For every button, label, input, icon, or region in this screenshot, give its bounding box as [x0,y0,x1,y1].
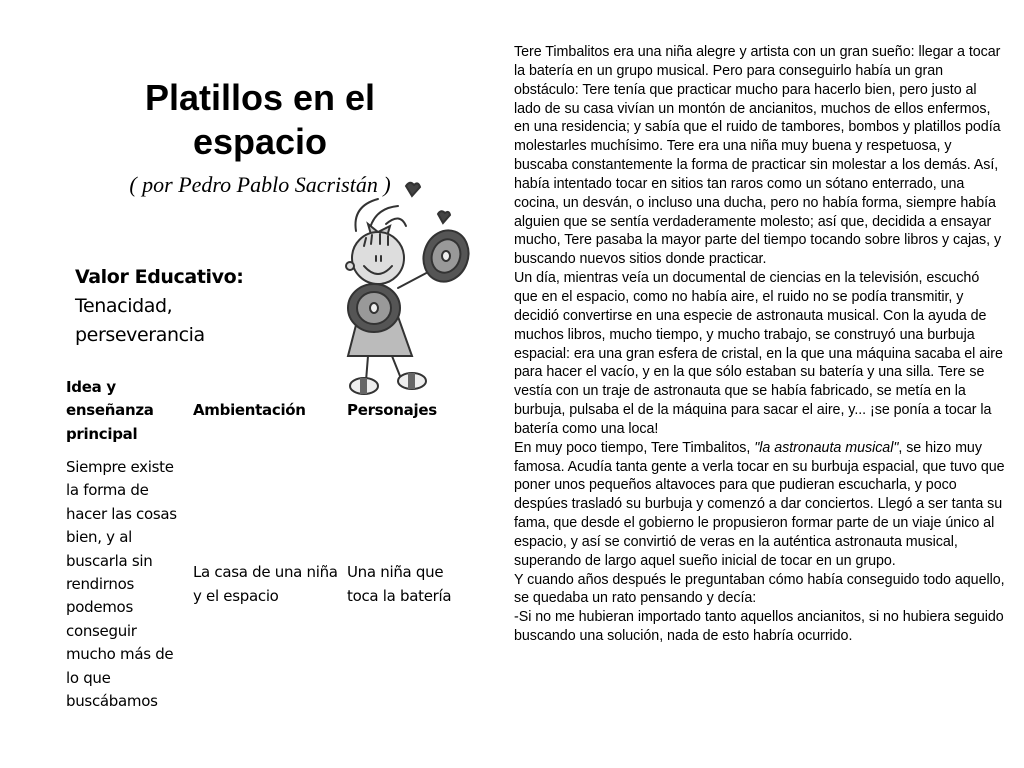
story-paragraph: Un día, mientras veía un documental de ciencias en la televisión, escuchó que en el espacio, como no había aire, el ruido no se podía transmitir, y decidió convertirse en una especie de astronauta musical. Con la ayuda de muchos libros, mucho tiempo, y mucho trabajo, se construyó una burbuja espacial: era una gran esfera de cristal, en la que una máquina sacaba el aire para hacer el vacío, y en la que sólo estaban su batería y una silla. Tere se vestía con un traje de astronauta que se había fabricado, se metía en la burbuja, pulsaba el de la máquina para sacar el aire, y... ¡se ponía a tocar la batería como una loca! [514,270,1003,437]
story-text-run: , se hizo muy famosa. Acudía tanta gente a verla tocar en su burbuja espacial, que tuvo que poner unos pequeños altavoces para que pudieran escucharla, y poco despúes trasladó su burbuja y comenzó a dar conciertos. Llegó a ser tanta su fama, que desde el gobierno le propusieron formar parte de un viaje único al espacio, y así se convirtió de veras en la auténtica astronauta musical, superando de largo aquel sueño inicial de tocar en un grupo. [514,439,1005,569]
summary-table-header-row [57,374,457,448]
story-paragraph [514,439,1006,571]
story-text-run: En muy poco tiempo, Tere Timbalitos, [514,439,755,456]
cell-setting: La casa de una niña y el espacio [193,563,338,605]
girl-playing-cymbals-icon [326,176,496,396]
educational-value-line1: Tenacidad, [75,295,173,317]
author-byline: ( por Pedro Pablo Sacristán ) [129,172,391,197]
story-paragraph: Y cuando años después le preguntaban cómo había conseguido todo aquello, se quedaba un rato pensando y decía: [514,571,1005,607]
column-header-characters: Personajes [347,401,437,420]
column-header-setting: Ambientación [193,401,306,420]
summary-table [57,374,457,713]
cell-main-idea: Siempre existe la forma de hacer las cosas bien, y al buscarla sin rendirnos podemos conseguir mucho más de lo que buscábamos [66,458,177,711]
story-text [514,43,1006,646]
story-paragraph: -Si no me hubieran importado tanto aquellos ancianitos, si no hubiera seguido buscando una solución, nada de esto habría ocurrido. [514,609,1004,645]
story-emphasis: "la astronauta musical" [754,439,899,456]
cell-characters: Una niña que toca la batería [347,563,452,605]
column-header-main-idea: Idea y enseñanza principal [66,377,154,443]
educational-value-label: Valor Educativo: [75,266,244,288]
heart-icon [406,183,420,196]
page-title: Platillos en el espacio [144,77,376,162]
table-row [57,448,457,713]
educational-value [75,263,335,350]
story-paragraph: Tere Timbalitos era una niña alegre y artista con un gran sueño: llegar a tocar la batería en un grupo musical. Pero para conseguirlo había un gran obstáculo: Tere tenía que practicar mucho para hacerlo bien, pero justo al lado de su casa vivían un montón de ancianitos, muchos de ellos enfermos, en una residencia; y sabía que el ruido de tambores, bombos y platillos podía molestarles muchísimo. Tere era una niña muy buena y respetuosa, y buscaba constantemente la forma de practicar sin molestar a los demás. Así, había intentado tocar en sitios tan raros como un sótano enterrado, una cocina, un desván, o incluso una ducha, pero no había forma, siempre había alguien que se sentía verdaderamente molesto; así que, decidida a ensayar mucho, Tere pasaba la mayor parte del tiempo tocando sobre libros y cajas, y buscando nuevos sitios donde practicar. [514,44,1002,268]
educational-value-line2: perseverancia [75,324,205,346]
heart-icon [438,211,450,223]
